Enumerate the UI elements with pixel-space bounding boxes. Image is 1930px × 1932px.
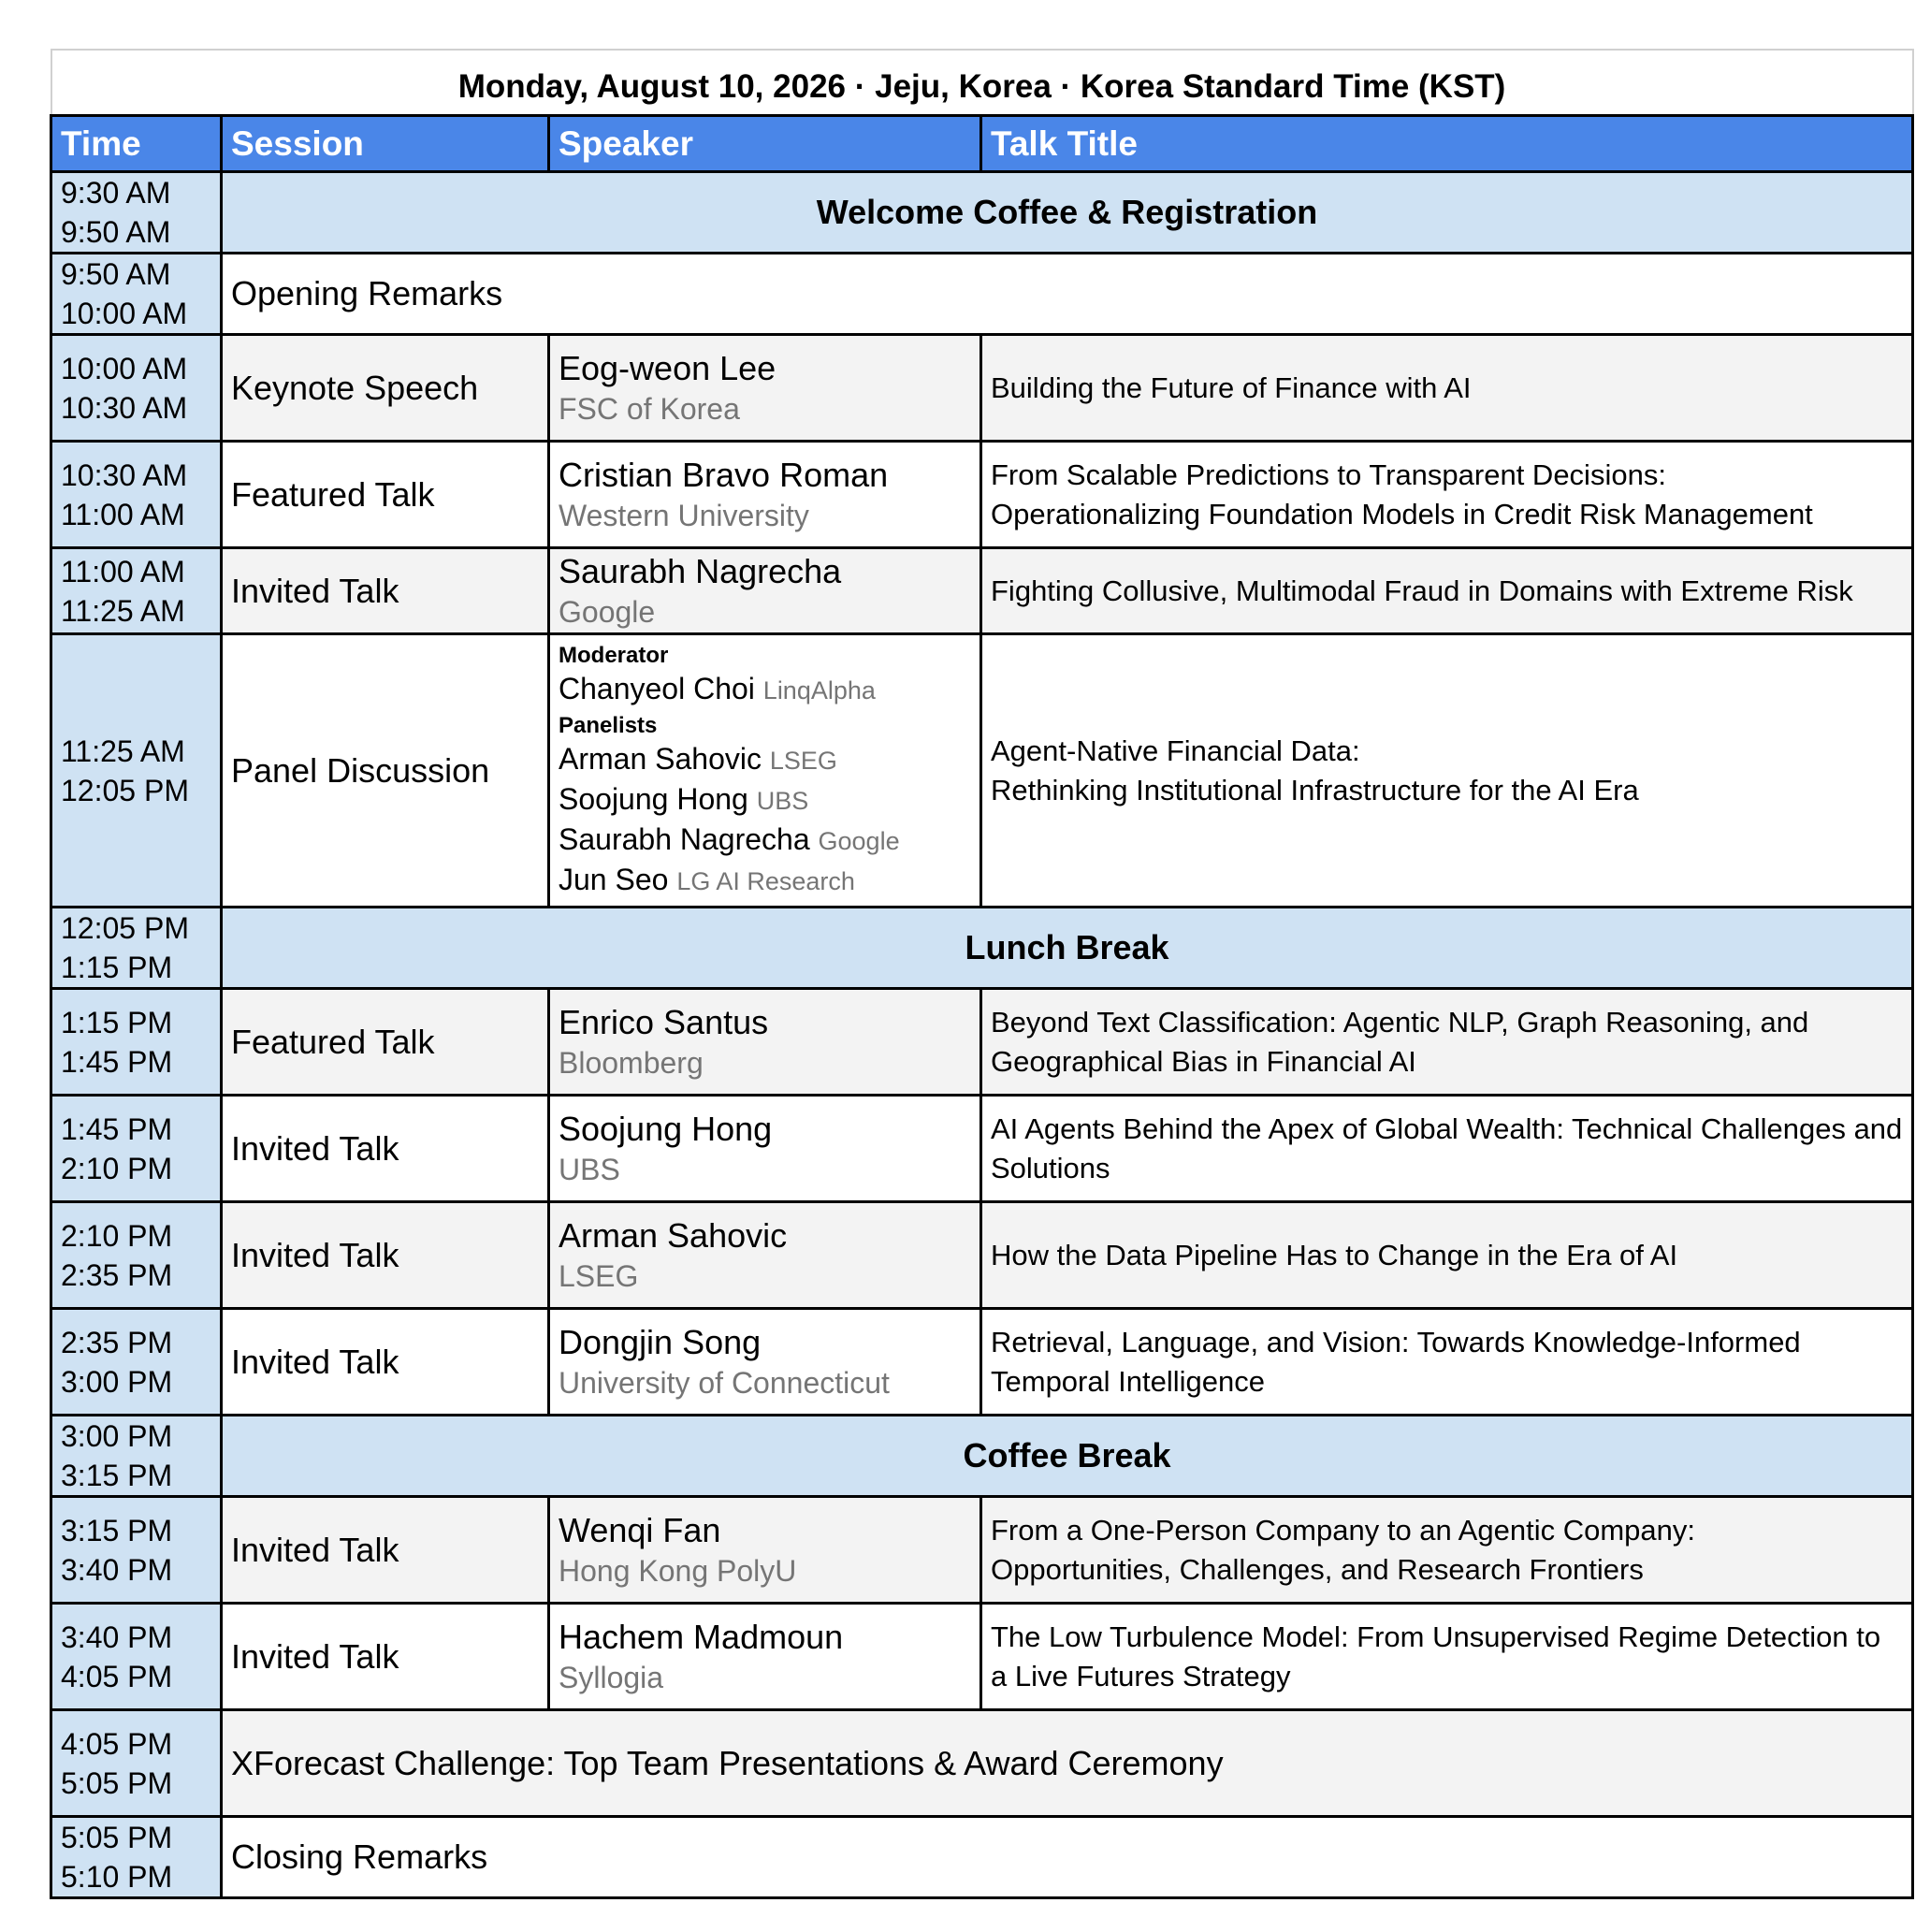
panel-member: [559, 821, 971, 861]
member-name: Saurabh Nagrecha: [559, 822, 810, 856]
speaker-name: Hachem Madmoun: [559, 1617, 844, 1656]
schedule-caption: Monday, August 10, 2026 · Jeju, Korea · Korea Standard Time (KST): [51, 50, 1913, 116]
session-full: XForecast Challenge: Top Team Presentations & Award Ceremony: [222, 1710, 1913, 1817]
talk-title: How the Data Pipeline Has to Change in the Era of AI: [981, 1202, 1913, 1309]
header-speaker: Speaker: [549, 116, 981, 172]
talk-title-line: Operationalizing Foundation Models in Credit Risk Management: [991, 497, 1813, 530]
speaker-name: Arman Sahovic: [559, 1215, 788, 1255]
schedule-row: [51, 1202, 1913, 1309]
speaker-name: Soojung Hong: [559, 1109, 773, 1148]
talk-title: Retrieval, Language, and Vision: Towards Knowledge-Informed Temporal Intelligence: [981, 1309, 1913, 1416]
speaker-affiliation: University of Connecticut: [559, 1365, 890, 1400]
break-banner: Lunch Break: [222, 908, 1913, 989]
end-time: 3:15 PM: [61, 1459, 173, 1492]
end-time: 2:35 PM: [61, 1257, 173, 1292]
talk-title: [981, 442, 1913, 548]
talk-title-line: From Scalable Predictions to Transparent Decisions:: [991, 458, 1666, 491]
schedule-table: [50, 49, 1914, 1899]
speaker-affiliation: FSC of Korea: [559, 391, 740, 426]
schedule-row: [51, 1096, 1913, 1202]
start-time: 3:15 PM: [61, 1513, 173, 1547]
time-cell: [51, 1710, 222, 1817]
session-type: Featured Talk: [222, 989, 549, 1096]
time-cell: [51, 172, 222, 254]
session-type: Invited Talk: [222, 1604, 549, 1710]
end-time: 3:00 PM: [61, 1364, 173, 1399]
talk-title-line: Opportunities, Challenges, and Research Frontiers: [991, 1552, 1644, 1586]
moderator-label: Moderator: [559, 643, 669, 668]
start-time: 3:00 PM: [61, 1419, 173, 1453]
start-time: 11:00 AM: [61, 554, 185, 588]
start-time: 1:45 PM: [61, 1111, 173, 1146]
speaker-name: Enrico Santus: [559, 1002, 769, 1041]
session-type: Invited Talk: [222, 548, 549, 634]
time-cell: [51, 1817, 222, 1898]
time-cell: [51, 1096, 222, 1202]
speaker-affiliation: Syllogia: [559, 1660, 664, 1694]
speaker-affiliation: LSEG: [559, 1258, 639, 1293]
schedule-row: [51, 335, 1913, 442]
end-time: 1:15 PM: [61, 951, 173, 984]
speaker-cell: [549, 1309, 981, 1416]
member-affiliation: LG AI Research: [676, 867, 855, 895]
time-cell: [51, 335, 222, 442]
speaker-affiliation: Western University: [559, 498, 809, 532]
schedule-row: [51, 634, 1913, 908]
member-affiliation: LinqAlpha: [762, 676, 876, 705]
session-full: Opening Remarks: [222, 254, 1913, 335]
schedule-row: [51, 442, 1913, 548]
speaker-cell: [549, 442, 981, 548]
member-name: Chanyeol Choi: [559, 672, 755, 705]
talk-title-line: Agent-Native Financial Data:: [991, 734, 1360, 767]
start-time: 3:40 PM: [61, 1620, 173, 1654]
header-row: [51, 116, 1913, 172]
end-time: 3:40 PM: [61, 1552, 173, 1587]
time-cell: [51, 442, 222, 548]
schedule-container: [50, 49, 1911, 1899]
member-name: Arman Sahovic: [559, 742, 762, 776]
end-time: 5:05 PM: [61, 1765, 173, 1800]
member-name: Jun Seo: [559, 863, 669, 896]
session-type: Keynote Speech: [222, 335, 549, 442]
panel-member: [559, 670, 971, 710]
end-time: 2:10 PM: [61, 1151, 173, 1185]
end-time: 1:45 PM: [61, 1044, 173, 1079]
talk-title-line: Rethinking Institutional Infrastructure for the AI Era: [991, 773, 1639, 806]
member-affiliation: UBS: [756, 787, 809, 815]
talk-title: Building the Future of Finance with AI: [981, 335, 1913, 442]
start-time: 11:25 AM: [61, 734, 185, 768]
speaker-name: Cristian Bravo Roman: [559, 455, 889, 494]
schedule-row: [51, 1416, 1913, 1497]
session-type: Featured Talk: [222, 442, 549, 548]
speaker-cell: [549, 1202, 981, 1309]
schedule-row: [51, 908, 1913, 989]
time-cell: [51, 1309, 222, 1416]
speaker-affiliation: Google: [559, 594, 656, 629]
start-time: 10:00 AM: [61, 351, 188, 385]
time-cell: [51, 989, 222, 1096]
session-full: Closing Remarks: [222, 1817, 1913, 1898]
break-banner: Welcome Coffee & Registration: [222, 172, 1913, 254]
schedule-row: [51, 548, 1913, 634]
speaker-cell: [549, 989, 981, 1096]
talk-title-line: From a One-Person Company to an Agentic Company:: [991, 1513, 1695, 1547]
speaker-name: Wenqi Fan: [559, 1510, 721, 1549]
start-time: 1:15 PM: [61, 1005, 173, 1039]
session-type: Invited Talk: [222, 1497, 549, 1604]
schedule-row: [51, 254, 1913, 335]
start-time: 2:35 PM: [61, 1325, 173, 1359]
schedule-row: [51, 172, 1913, 254]
time-cell: [51, 908, 222, 989]
speaker-cell: [549, 548, 981, 634]
speaker-cell: [549, 1604, 981, 1710]
end-time: 9:50 AM: [61, 215, 171, 249]
start-time: 2:10 PM: [61, 1218, 173, 1253]
break-banner: Coffee Break: [222, 1416, 1913, 1497]
speaker-name: Eog-weon Lee: [559, 348, 776, 387]
speaker-affiliation: UBS: [559, 1152, 620, 1186]
session-type: Invited Talk: [222, 1202, 549, 1309]
talk-title: [981, 1497, 1913, 1604]
member-affiliation: Google: [818, 827, 900, 855]
time-cell: [51, 634, 222, 908]
speaker-affiliation: Hong Kong PolyU: [559, 1553, 797, 1588]
speaker-name: Dongjin Song: [559, 1322, 762, 1361]
session-type: Invited Talk: [222, 1096, 549, 1202]
time-cell: [51, 1416, 222, 1497]
header-session: Session: [222, 116, 549, 172]
end-time: 12:05 PM: [61, 773, 189, 807]
caption-row: [51, 50, 1913, 116]
speaker-cell: [549, 1096, 981, 1202]
speaker-cell: [549, 1497, 981, 1604]
member-name: Soojung Hong: [559, 782, 748, 816]
speaker-name: Saurabh Nagrecha: [559, 551, 842, 590]
header-time: Time: [51, 116, 222, 172]
schedule-row: [51, 1309, 1913, 1416]
schedule-row: [51, 1604, 1913, 1710]
end-time: 4:05 PM: [61, 1659, 173, 1693]
end-time: 11:25 AM: [61, 593, 185, 628]
time-cell: [51, 548, 222, 634]
talk-title: Beyond Text Classification: Agentic NLP, Graph Reasoning, and Geographical Bias in Financial AI: [981, 989, 1913, 1096]
talk-title: [981, 634, 1913, 908]
end-time: 5:10 PM: [61, 1860, 173, 1894]
schedule-row: [51, 1497, 1913, 1604]
time-cell: [51, 1497, 222, 1604]
end-time: 10:00 AM: [61, 297, 188, 330]
schedule-row: [51, 1817, 1913, 1898]
panel-member: [559, 861, 971, 901]
end-time: 11:00 AM: [61, 497, 185, 531]
header-talk-title: Talk Title: [981, 116, 1913, 172]
start-time: 12:05 PM: [61, 911, 189, 945]
speaker-cell: [549, 335, 981, 442]
start-time: 10:30 AM: [61, 458, 188, 492]
start-time: 5:05 PM: [61, 1821, 173, 1854]
speaker-affiliation: Bloomberg: [559, 1045, 704, 1080]
schedule-row: [51, 989, 1913, 1096]
session-type: Invited Talk: [222, 1309, 549, 1416]
start-time: 4:05 PM: [61, 1726, 173, 1761]
talk-title: AI Agents Behind the Apex of Global Wealth: Technical Challenges and Solutions: [981, 1096, 1913, 1202]
panel-member: [559, 780, 971, 821]
member-affiliation: LSEG: [769, 747, 837, 775]
session-type: Panel Discussion: [222, 634, 549, 908]
panel-speakers: [549, 634, 981, 908]
talk-title: Fighting Collusive, Multimodal Fraud in Domains with Extreme Risk: [981, 548, 1913, 634]
schedule-row: [51, 1710, 1913, 1817]
time-cell: [51, 254, 222, 335]
end-time: 10:30 AM: [61, 390, 188, 425]
start-time: 9:30 AM: [61, 176, 171, 210]
time-cell: [51, 1202, 222, 1309]
start-time: 9:50 AM: [61, 257, 171, 291]
panel-member: [559, 740, 971, 780]
time-cell: [51, 1604, 222, 1710]
talk-title: The Low Turbulence Model: From Unsupervised Regime Detection to a Live Futures Strategy: [981, 1604, 1913, 1710]
panelists-label: Panelists: [559, 713, 658, 738]
